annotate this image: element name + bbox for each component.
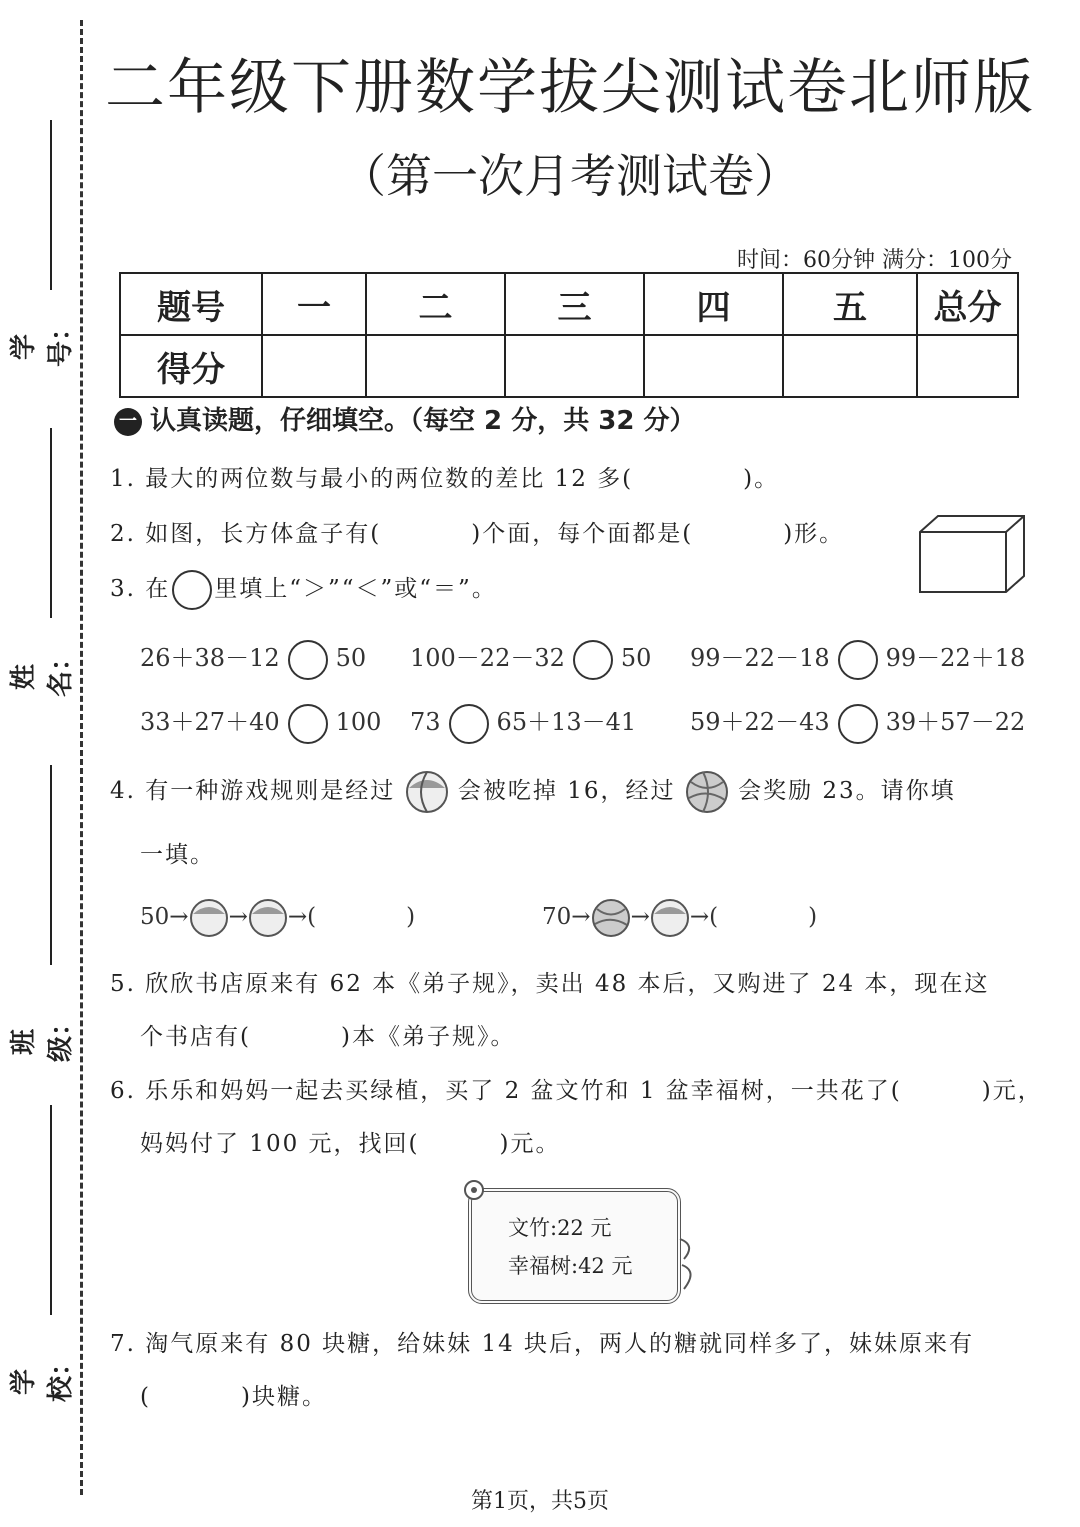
chain-start: 70	[542, 904, 572, 930]
section-title	[114, 400, 695, 437]
q4-chain-2	[542, 898, 817, 938]
header-cell: 四	[644, 273, 783, 335]
q7-text-end: )块糖。	[240, 1384, 327, 1410]
question-7-cont	[140, 1378, 327, 1411]
binding-dashed-line	[80, 20, 83, 1495]
score-cell[interactable]	[917, 335, 1018, 397]
paren-close: )	[808, 904, 818, 930]
header-cell: 总分	[917, 273, 1018, 335]
score-cell[interactable]	[505, 335, 644, 397]
class-line[interactable]	[50, 765, 52, 965]
compare-right: 50	[620, 644, 652, 672]
q6-text-mid: )元，	[981, 1078, 1043, 1104]
header-cell: 一	[262, 273, 366, 335]
q3-text: 3. 在	[110, 576, 171, 602]
circle-icon	[172, 570, 212, 610]
q5-text: 个书店有(	[140, 1024, 251, 1050]
q2-text-mid: )个面，每个面都是(	[471, 521, 694, 547]
score-label-cell: 得分	[120, 335, 262, 397]
q4-text: 4. 有一种游戏规则是经过	[110, 778, 396, 804]
q6-text-2: 妈妈付了 100 元，找回(	[140, 1131, 420, 1157]
name-label: 姓名：	[9, 644, 76, 697]
compare-left: 99－22－18	[690, 644, 830, 672]
score-cell[interactable]	[644, 335, 783, 397]
q2-text: 2. 如图，长方体盒子有(	[110, 521, 382, 547]
q4-text-end: 会奖励 23。请你填	[738, 778, 956, 804]
q2-text-end: )形。	[783, 521, 845, 547]
q1-text: 1. 最大的两位数与最小的两位数的差比 12 多(	[110, 466, 634, 492]
header-cell: 三	[505, 273, 644, 335]
question-6	[110, 1072, 1043, 1105]
q4-chain-1	[140, 898, 415, 938]
q7-paren-open: (	[140, 1384, 151, 1410]
page-footer: 第1页，共5页	[471, 1489, 609, 1514]
compare-item	[690, 638, 1025, 680]
compare-left: 59＋22－43	[690, 708, 830, 736]
score-table	[119, 272, 1019, 398]
flower-icon	[462, 1178, 486, 1202]
price-line-2: 幸福树:42 元	[508, 1254, 633, 1278]
compare-left: 73	[410, 708, 441, 736]
volleyball-icon	[591, 898, 631, 938]
q5-text-end: )本《弟子规》。	[340, 1024, 516, 1050]
section-title-text: 认真读题，仔细填空。（每空 2 分，共 32 分）	[150, 406, 696, 436]
score-cell[interactable]	[783, 335, 917, 397]
beach-ball-icon	[248, 898, 288, 938]
school-label: 学校：	[9, 1349, 76, 1402]
question-3	[110, 570, 497, 610]
compare-left: 33＋27＋40	[140, 708, 280, 736]
student-no-label: 学号：	[9, 314, 76, 367]
beach-ball-icon	[650, 898, 690, 938]
arrow: →	[228, 904, 248, 930]
compare-circle[interactable]	[838, 704, 878, 744]
school-line[interactable]	[50, 1105, 52, 1315]
compare-right: 65＋13－41	[496, 708, 637, 736]
score-table-score-row	[120, 335, 1018, 397]
class-label: 班级：	[9, 1009, 76, 1062]
compare-right: 50	[335, 644, 367, 672]
compare-right: 100	[335, 708, 382, 736]
question-4	[110, 770, 956, 814]
compare-left: 26＋38－12	[140, 644, 280, 672]
beach-ball-icon	[189, 898, 229, 938]
compare-circle[interactable]	[573, 640, 613, 680]
header-cell: 五	[783, 273, 917, 335]
name-line[interactable]	[50, 428, 52, 618]
header-cell: 二	[366, 273, 505, 335]
arrow: →	[287, 904, 308, 930]
compare-item	[690, 702, 1025, 744]
compare-left: 100－22－32	[410, 644, 565, 672]
arrow: →	[571, 904, 591, 930]
arrow: →	[689, 904, 710, 930]
q4-text-mid: 会被吃掉 16，经过	[457, 778, 676, 804]
price-line-1: 文竹:22 元	[508, 1216, 612, 1240]
compare-right: 99－22＋18	[885, 644, 1026, 672]
section-number: 一	[114, 408, 142, 436]
compare-circle[interactable]	[838, 640, 878, 680]
arrow: →	[169, 904, 189, 930]
compare-circle[interactable]	[288, 704, 328, 744]
score-cell[interactable]	[262, 335, 366, 397]
compare-circle[interactable]	[288, 640, 328, 680]
compare-item	[410, 638, 651, 680]
beach-ball-icon	[405, 770, 449, 814]
q4-text-cont: 一填。	[140, 842, 215, 868]
compare-circle[interactable]	[449, 704, 489, 744]
student-no-line[interactable]	[50, 120, 52, 290]
question-6-cont	[140, 1125, 560, 1158]
question-7: 7. 淘气原来有 80 块糖，给妹妹 14 块后，两人的糖就同样多了，妹妹原来有	[110, 1331, 975, 1357]
compare-item	[140, 638, 366, 680]
header-cell: 题号	[120, 273, 262, 335]
paren-open: (	[709, 904, 719, 930]
arrow: →	[630, 904, 650, 930]
paren-close: )	[406, 904, 416, 930]
time-info: 时间：60分钟 满分：100分	[737, 248, 1012, 273]
score-table-header-row	[120, 273, 1018, 335]
compare-item	[410, 702, 636, 744]
page-title: 二年级下册数学拔尖测试卷北师版	[105, 53, 1035, 123]
q1-text-end: )。	[743, 466, 780, 492]
volleyball-icon	[685, 770, 729, 814]
question-5: 5. 欣欣书店原来有 62 本《弟子规》，卖出 48 本后，又购进了 24 本，现在这	[110, 971, 990, 997]
q6-text: 6. 乐乐和妈妈一起去买绿植，买了 2 盆文竹和 1 盆幸福树，一共花了(	[110, 1078, 902, 1104]
q3-text-end: 里填上“＞”“＜”或“＝”。	[214, 576, 497, 602]
paren-open: (	[307, 904, 317, 930]
compare-item	[140, 702, 381, 744]
cuboid-box-figure	[918, 514, 1028, 594]
leaf-icon	[676, 1235, 700, 1295]
q6-text-end: )元。	[499, 1131, 561, 1157]
price-board	[468, 1188, 681, 1304]
question-1	[110, 460, 779, 493]
compare-right: 39＋57－22	[885, 708, 1026, 736]
chain-start: 50	[140, 904, 170, 930]
question-5-cont	[140, 1018, 515, 1051]
score-cell[interactable]	[366, 335, 505, 397]
page-subtitle: （第一次月考测试卷）	[340, 149, 800, 203]
question-2	[110, 515, 844, 548]
